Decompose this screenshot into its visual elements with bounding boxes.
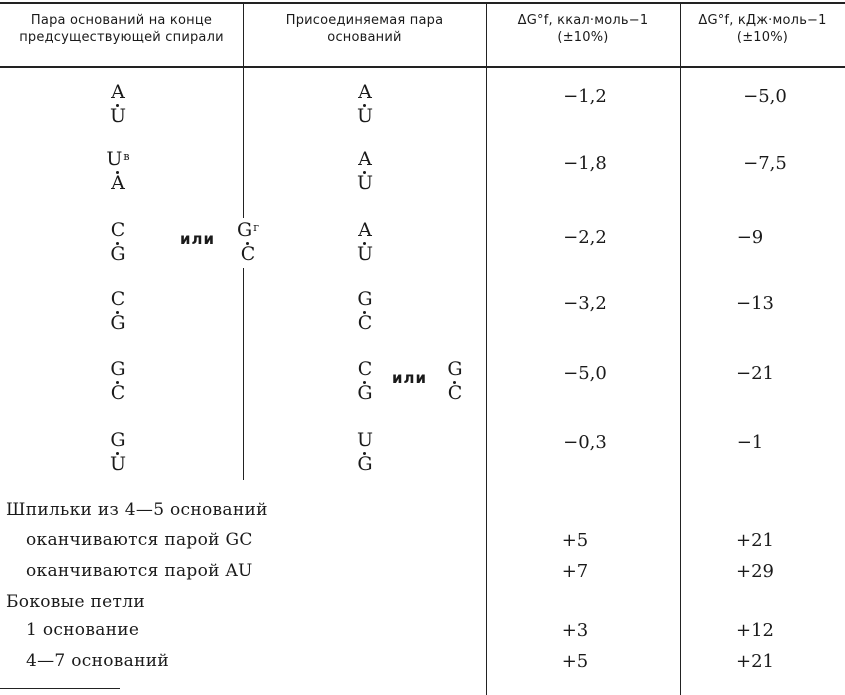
top-rule [0,2,845,4]
kcal-value: +7 [561,561,589,582]
hairpin-au-label: оканчиваются парой AU [26,561,253,581]
kj-value: +29 [736,561,774,582]
kj-value: −7,5 [743,153,787,174]
loop-4-7-label: 4—7 оснований [26,651,169,671]
added-pair: C G [357,358,373,404]
kcal-value: −1,8 [563,153,607,174]
kcal-value: +5 [561,651,589,672]
kj-value: +21 [736,651,774,672]
kcal-value: +3 [561,620,589,641]
or-word: или [180,230,216,248]
col-divider-3 [680,2,681,695]
left-pair-divider [243,68,244,480]
header-rule [0,66,845,68]
kj-value: −13 [736,293,774,314]
loops-title: Боковые петли [6,592,145,612]
kj-value: −9 [736,227,764,248]
kcal-value: −3,2 [563,293,607,314]
hairpin-gc-label: оканчиваются парой GC [26,530,253,550]
alt-pair: $G^г$ C [233,218,263,268]
left-pair: C G [110,288,126,334]
kcal-value: −5,0 [563,363,607,384]
header-col1: Пара оснований на конце предсуществующей спирали [19,13,224,45]
or-word: или [392,369,428,387]
kj-value: +21 [736,530,774,551]
added-pair: A U [356,81,373,127]
kcal-value: −0,3 [563,432,607,453]
header-col2: Присоединяемая пара оснований [285,13,444,45]
kcal-value: +5 [561,530,589,551]
alt-added-pair: G C [447,358,463,404]
header-col4: ΔG°f, кДж·моль−1 (±10%) [698,13,827,45]
hairpins-title: Шпильки из 4—5 оснований [6,500,268,520]
left-pair: C G [110,219,126,265]
kj-value: −21 [736,363,774,384]
left-pair: G C [110,358,126,404]
footnote-rule [0,688,120,689]
kj-value: −5,0 [743,86,787,107]
kj-value: +12 [736,620,774,641]
header-col3: ΔG°f, ккал·моль−1 (±10%) [517,13,649,45]
left-pair: G U [109,429,126,475]
loop-1-label: 1 основание [26,620,140,640]
kcal-value: −2,2 [563,227,607,248]
left-pair: $U^в$ A [106,148,130,194]
kj-value: −1 [736,432,764,453]
added-pair: U G [356,429,373,475]
col-divider-2 [486,2,487,695]
added-pair: G C [357,288,373,334]
added-pair: A U [356,219,373,265]
added-pair: A U [356,148,373,194]
left-pair: A U [109,81,126,127]
kcal-value: −1,2 [563,86,607,107]
